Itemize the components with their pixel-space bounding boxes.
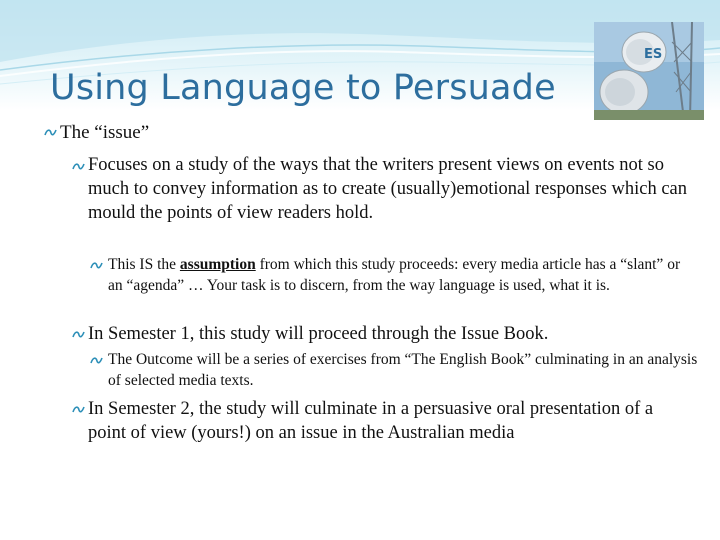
wave-bullet-icon — [72, 328, 85, 341]
wave-bullet-icon — [72, 160, 85, 173]
page-title: Using Language to Persuade — [50, 68, 556, 108]
issue-heading: The “issue” — [60, 122, 150, 143]
wave-bullet-icon — [72, 403, 85, 416]
assumption-word: assumption — [179, 256, 256, 273]
wave-bullet-icon — [90, 354, 103, 367]
assumption-text — [108, 255, 698, 296]
wave-bullet-icon — [44, 126, 57, 139]
focus-text: Focuses on a study of the ways that the writers present views on events not so much to convey information as to create (usually)emotional responses which can mould the points of view readers hold. — [88, 155, 688, 223]
semester1-text: In Semester 1, this study will proceed through the Issue Book. — [88, 324, 549, 344]
assumption-pre: This IS the — [108, 256, 180, 273]
assumption-post: from which this study proceeds: every media article has a “slant” or an “agenda” … Your task is to discern, from the way language is used, what it is. — [108, 256, 681, 294]
wave-bullet-icon — [90, 259, 103, 272]
outcome-text: The Outcome will be a series of exercises from “The English Book” culminating in an analysis of selected media texts. — [108, 351, 698, 389]
semester2-text: In Semester 2, the study will culminate in a persuasive oral presentation of a point of view (yours!) on an issue in the Australian media — [88, 399, 654, 443]
svg-text:ES: ES — [644, 47, 663, 62]
